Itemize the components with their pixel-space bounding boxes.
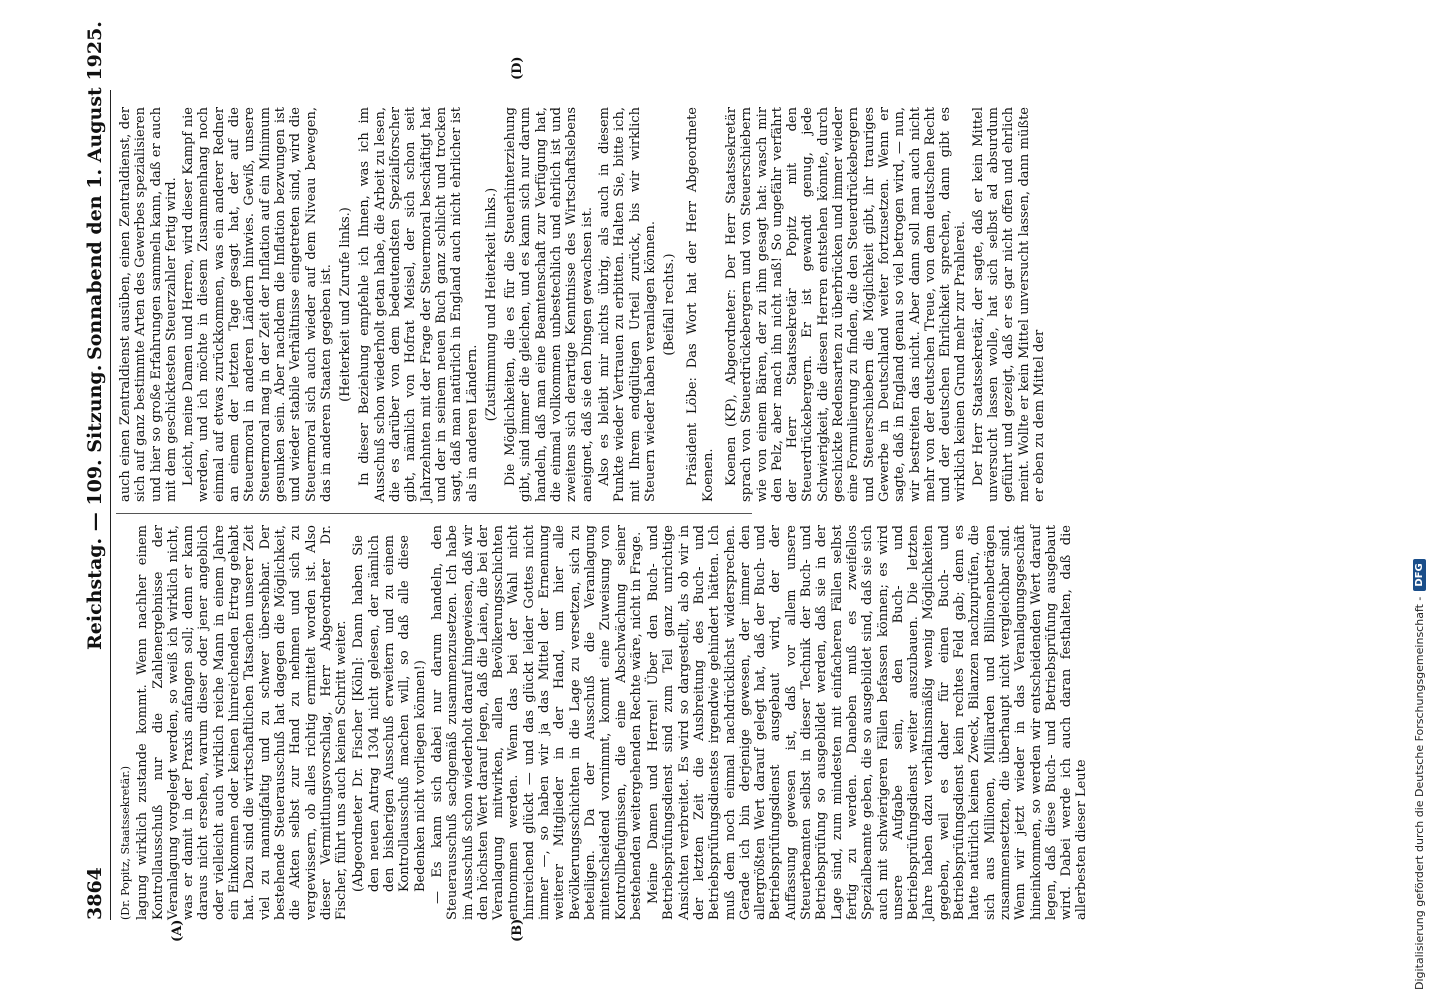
paragraph: auch einen Zentraldienst ausüben, einen Zentraldienst, der sich auf ganz bestimmte Arten des Gewerbes spezialisieren und hier so große Erfahrungen sammeln kann, daß er auch mit dem geschicktesten Steuerzahler fertig wird. (118, 107, 179, 502)
page-header (80, 21, 112, 920)
paragraph: Leicht, meine Damen und Herren, wird dieser Kampf nie werden, und ich möchte in diesem Zusammenhang noch einmal auf etwas zurückkommen, was ein anderer Redner an einem der letzten Tage gesagt hat, der auf die Steuermoral in anderen Ländern hinwies. Gewiß, unsere Steuermoral mag in der Zeit der Inflation auf ein Minimum gesunken sein. Aber nachdem die Inflation bezwungen ist und wieder stabile Verhältnisse eingetreten sind, wird die Steuermoral sich auch wieder auf dem Niveau bewegen, das in anderen Staaten gegeben ist. (181, 107, 334, 502)
paragraph: lagung wirklich zustande kommt. Wenn nachher einem Kontrollausschuß nur die Zahlenergebnisse der Veranlagung vorgelegt werden, so weiß ich wirklich nicht, was er damit in der Praxis anfangen soll; denn er kann daraus nicht ersehen, warum dieser oder jener angeblich oder vielleicht auch wirklich reiche Mann in einem Jahre ein Einkommen oder keinen hinreichenden Ertrag gehabt hat. Dazu sind die wirtschaftlichen Tatsachen unserer Zeit viel zu mannigfaltig und zu schwer übersehbar. Der bestehende Steuerausschuß hat dagegen die Möglichkeit, die Akten selbst zur Hand zu nehmen und sich zu vergewissern, ob alles richtig ermittelt worden ist. Also dieser Vermittlungsvorschlag, Herr Abgeordneter Dr. Fischer, führt uns auch keinen Schritt weiter. (135, 525, 350, 920)
reaction: (Zustimmung und Heiterkeit links.) (483, 187, 499, 422)
paragraph: Koenen (KP), Abgeordneter: Der Herr Staatssekretär sprach von Steuerdrückebergern und von Steuerschiebern wie von einem Bären, der zu ihm gesagt hat: wasch mir den Pelz, aber mach ihn nicht naß! So ungefähr verfährt der Herr Staatssekretär Popitz mit den Steuerdrückebergern. Er ist gewandt genug, jede Schwierigkeit, die diesen Herren entstehen könnte, durch geschickte Redensarten zu überbrücken und immer wieder eine Formulierung zu finden, die den Steuerdrückebergern und Steuerschiebern die Möglichkeit gibt, ihr trauriges Gewerbe in Deutschland weiter fortzusetzen. Wenn er sagte, daß in England genau so viel betrogen wird, — nun, wir bestreiten das nicht. Aber dann soll man auch nicht mehr von der deutschen Treue, von dem deutschen Recht und der deutschen Ehrlichkeit sprechen, dann gibt es wirklich keinen Grund mehr zur Prahlerei. (723, 107, 969, 502)
digitization-credit (1410, 0, 1428, 990)
dfg-logo-icon: DFG (1413, 559, 1426, 590)
reaction: (Heiterkeit und Zurufe links.) (338, 207, 354, 402)
right-column (118, 107, 1047, 502)
margin-marker-d: (D) (510, 56, 525, 80)
rotated-page (80, 21, 1090, 942)
paragraph: Also es bleibt mir nichts übrig, als auch in diesem Punkte wieder Vertrauen zu erbitten. Halten Sie, bitte ich, mit Ihrem endgültigen Urteil zurück, bis wir wirklich Steuern wieder haben veranlagen können. (596, 107, 658, 502)
speaker-note: (Dr. Popitz, Staatssekretär.) (119, 765, 132, 920)
interjection: (Abgeordneter Dr. Fischer [Köln]: Dann haben Sie den neuen Antrag 1304 nicht gelesen, der nämlich den bisherigen Ausschuß erweitern und zu einem Kontrollausschuß machen will, so daß alle diese Bedenken nicht vorliegen können!) (351, 535, 428, 892)
reaction: (Beifall rechts.) (662, 253, 678, 356)
paragraph: Der Herr Staatssekretär, der sagte, daß er kein Mittel unversucht lassen wolle, hat sich selbst ad absurdum geführt und gezeigt, daß er es gar nicht offen und ehrlich meint. Wollte er kein Mittel unversucht lassen, dann müßte er eben zu dem Mittel der (970, 107, 1047, 502)
left-column (118, 525, 1090, 920)
page-number: 3864 (84, 867, 106, 920)
column-divider (116, 513, 752, 514)
paragraph: Die Möglichkeiten, die es für die Steuerhinterziehung gibt, sind immer die gleichen, und es kann sich nur darum handeln, daß man eine Beamtenschaft zur Verfügung hat, die einmal vollkommen unbestechlich und ehrlich ist und zweitens sich derartige Kenntnisse des Wirtschaftslebens aneignet, daß sie den Dingen gewachsen ist. (503, 107, 595, 502)
session-date: Sonnabend den 1. August 1925. (84, 21, 106, 360)
margin-marker-a: (A) (170, 919, 185, 942)
header-rule (110, 90, 111, 920)
credit-text: Digitalisierung gefördert durch die Deutsche Forschungsgemeinschaft - (1412, 596, 1426, 990)
session-title: Reichstag. — 109. Sitzung. (84, 364, 106, 650)
paragraph: — Es kann sich dabei nur darum handeln, den Steuerausschuß sachgemäß zusammenzusetzen. Ich habe im Ausschuß schon wiederholt darauf hingewiesen, daß wir den höchsten Wert darauf legen, daß die Laien, die bei der Veranlagung mitwirken, allen Bevölkerungsschichten entnommen werden. Wenn das bei der Wahl nicht hinreichend glückt — und das glückt leider Gottes nicht immer —, so haben wir ja das Mittel der Ernennung weiterer Mitglieder in der Hand, um hier alle Bevölkerungsschichten in die Lage zu versetzen, sich zu beteiligen. Da der Ausschuß die Veranlagung mitentscheidend vornimmt, kommt eine Zuweisung von Kontrollbefugnissen, die eine Abschwächung seiner bestehenden weitergehenden Rechte wäre, nicht in Frage. (429, 525, 644, 920)
paragraph: In dieser Beziehung empfehle ich Ihnen, was ich im Ausschuß schon wiederholt getan habe, die Arbeit zu lesen, die es darüber von dem bedeutendsten Spezialforscher gibt, nämlich von Hofrat Meisel, der sich schon seit Jahrzehnten mit der Frage der Steuermoral beschäftigt hat und der in seinem neuen Buch ganz schlicht und trocken sagt, daß man natürlich in England auch nicht ehrlicher ist als in anderen Ländern. (357, 107, 480, 502)
president-remark: Präsident Löbe: Das Wort hat der Herr Abgeordnete Koenen. (685, 107, 716, 502)
paragraph: Meine Damen und Herren! Über den Buch- und Betriebsprüfungsdienst sind zum Teil ganz unrichtige Ansichten verbreitet. Es wird so dargestellt, als ob wir in der letzten Zeit die Ausbreitung des Buch- und Betriebsprüfungsdienstes irgendwie gehindert hätten. Ich muß dem noch einmal nachdrücklichst widersprechen. Gerade ich bin derjenige gewesen, der immer den allergrößten Wert darauf gelegt hat, daß der Buch- und Betriebsprüfungsdienst ausgebaut wird, der der Auffassung gewesen ist, daß vor allem unsere Steuerbeamten selbst in dieser Technik der Buch- und Betriebsprüfung so ausgebildet werden, daß sie in der Lage sind, zum mindesten mit einfacheren Fällen selbst fertig zu werden. Daneben muß es zweifellos Spezialbeamte geben, die so ausgebildet sind, daß sie sich auch mit schwierigeren Fällen befassen können; es wird unsere Aufgabe sein, den Buch- und Betriebsprüfungsdienst weiter auszubauen. Die letzten Jahre haben dazu verhältnismäßig wenig Möglichkeiten gegeben, weil es daher für einen Buch- und Betriebsprüfungsdienst kein rechtes Feld gab; denn es hatte natürlich keinen Zweck, Bilanzen nachzuprüfen, die sich aus Millionen, Milliarden und Billionenbeträgen zusammensetzten, die überhaupt nicht vergleichbar sind. Wenn wir jetzt wieder in das Veranlagungsgeschäft hineinkommen, so werden wir entscheidenden Wert darauf legen, daß diese Buch- und Betriebsprüfung ausgebaut wird. Dabei werde ich auch daran festhalten, daß die allerbesten dieser Leute (646, 525, 1090, 920)
margin-marker-b: (B) (510, 918, 525, 942)
